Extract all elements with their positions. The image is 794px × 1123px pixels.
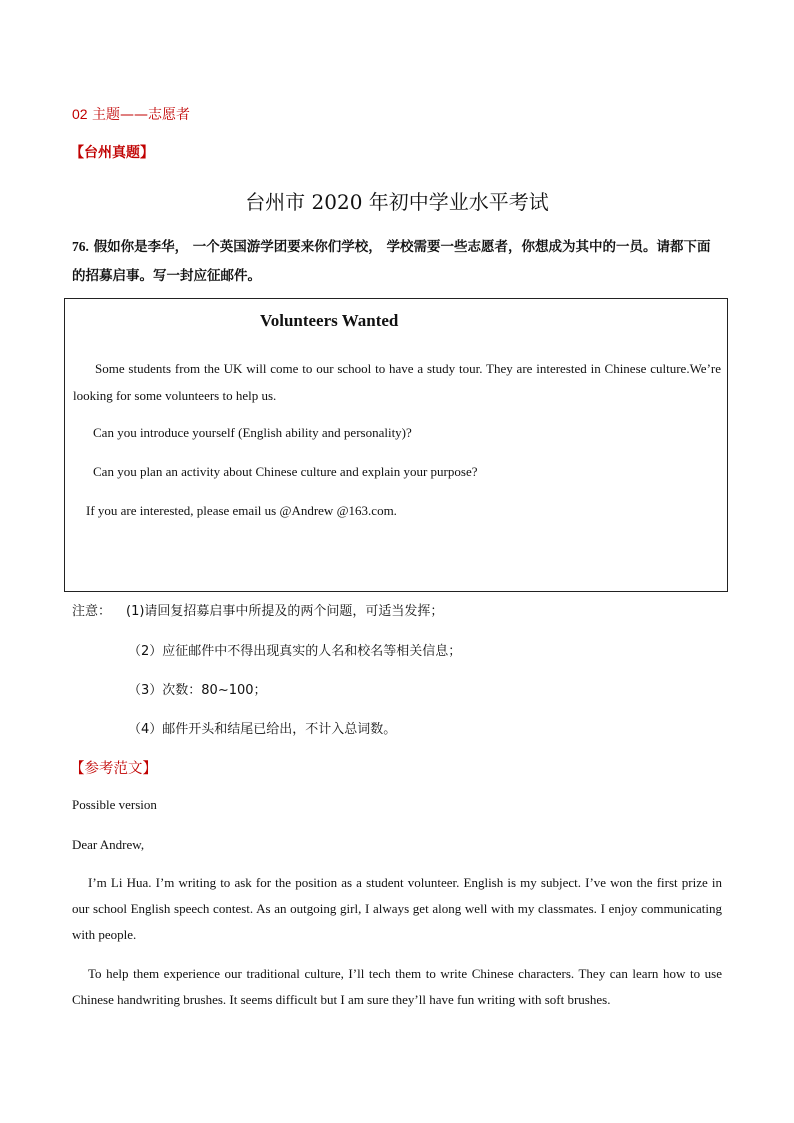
question-number: 76. [72, 239, 89, 254]
essay-greeting: Dear Andrew, [72, 837, 145, 852]
note-item: (1)请回复招募启事中所提及的两个问题，可适当发挥； [126, 604, 444, 619]
notes-label: 注意： [72, 604, 112, 619]
topic-label: 主题——志愿者 [87, 107, 191, 123]
source-tag: 【台州真题】 [70, 145, 154, 161]
notice-contact: If you are interested, please email us @Andrew @163.com. [86, 503, 397, 518]
notice-title: Volunteers Wanted [260, 311, 399, 330]
essay-paragraph-1: I’m Li Hua. I’m writing to ask for the position as a student volunteer. English is my subject. I’ve won the first prize in our school English speech contest. As an outgoing girl, I always get along well with my classmates. I enjoy communicating with people. [72, 875, 722, 942]
essay-version-label: Possible version [72, 797, 157, 812]
question-prompt [72, 232, 722, 291]
topic-heading [72, 104, 190, 124]
question-text: 假如你是李华， 一个英国游学团要来你们学校， 学校需要一些志愿者，你想成为其中的一员。请都下面的招募启事。写一封应征邮件。 [72, 239, 711, 284]
note-item: （4）邮件开头和结尾已给出，不计入总词数。 [128, 722, 397, 737]
note-item: （3）次数：80~100； [128, 683, 267, 698]
notice-intro: Some students from the UK will come to our school to have a study tour. They are interested in Chinese culture.We’re looking for some volunteers to help us. [73, 361, 721, 403]
note-item: （2）应征邮件中不得出现真实的人名和校名等相关信息； [128, 644, 462, 659]
essay-paragraph-2: To help them experience our traditional culture, I’ll tech them to write Chinese characters. They can learn how to use Chinese handwriting brushes. It seems difficult but I am sure they’ll have fun writing with soft brushes. [72, 966, 722, 1007]
reference-tag: 【参考范文】 [70, 761, 157, 777]
exam-title: 台州市 2020 年初中学业水平考试 [245, 190, 549, 214]
notice-question-1: Can you introduce yourself (English ability and personality)? [93, 425, 412, 440]
notice-box [64, 298, 728, 592]
notice-question-2: Can you plan an activity about Chinese culture and explain your purpose? [93, 464, 478, 479]
topic-number: 02 [72, 106, 88, 122]
